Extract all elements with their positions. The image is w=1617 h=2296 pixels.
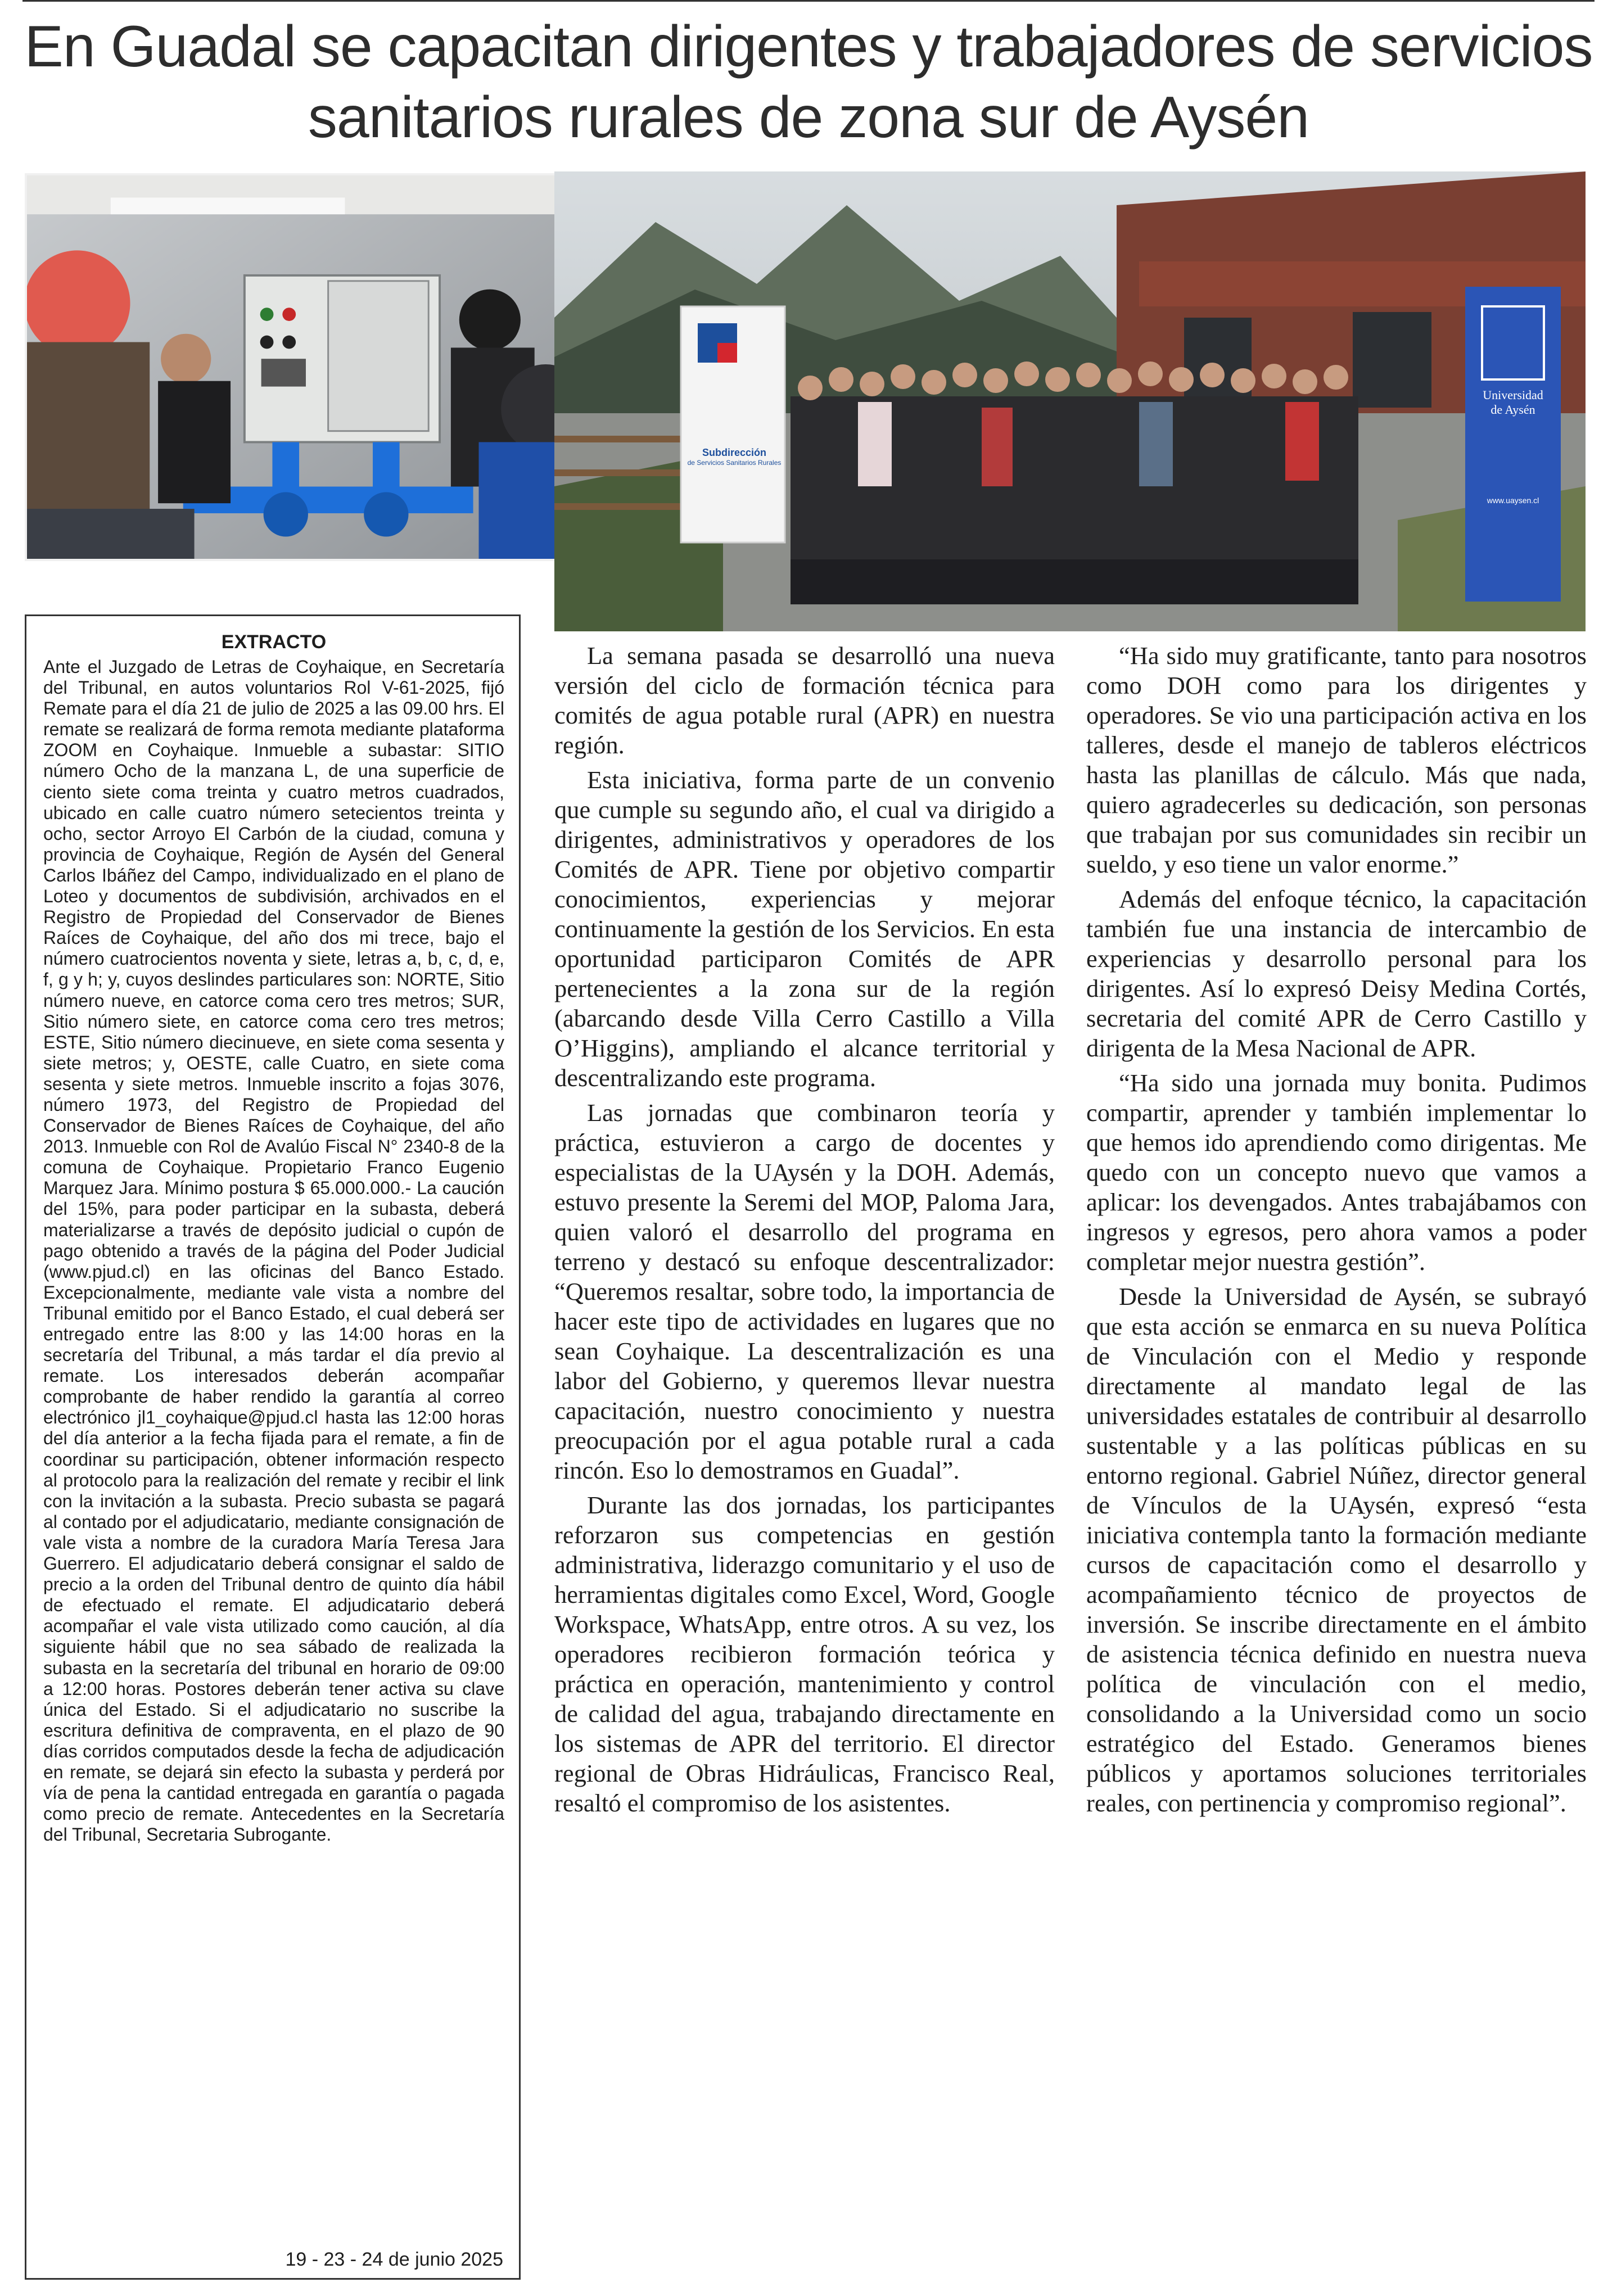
banner-left-subtitle: de Servicios Sanitarios Rurales xyxy=(687,459,782,467)
banner-right-name-line1: Universidad xyxy=(1483,388,1543,402)
article-paragraph: Durante las dos jornadas, los participantes reforzaron sus competencias en gestión administrativa, liderazgo comunitario y el uso de herramientas digitales como Excel, Word, Google Workspace, WhatsApp, entre otros. A su vez, los operadores recibieron formación teórica y práctica en operación, mantenimiento y control de calidad del agua, trabajando directamente en los sistemas de APR del territorio. El director regional de Obras Hidráulicas, Francisco Real, resaltó el compromiso de los asistentes. xyxy=(554,1491,1055,1817)
article-column-2 xyxy=(1086,641,1587,1823)
photo-group xyxy=(554,171,1586,631)
photo-electrical-panel xyxy=(25,173,585,561)
article-column-1 xyxy=(554,641,1055,1823)
article-paragraph: Las jornadas que combinaron teoría y práctica, estuvieron a cargo de docentes y especialistas de la UAysén y la DOH. Además, estuvo presente la Seremi del MOP, Paloma Jara, quien valoró el desarrollo del programa en terreno y destacó su enfoque descentralizador: “Queremos resaltar, sobre todo, la importancia de hacer este tipo de actividades en lugares que no sean Coyhaique. La descentralización es una labor del Gobierno, y queremos llevar nuestra capacitación, nuestro conocimiento y nuestra preocupación por el agua potable rural a cada rincón. Eso lo demostramos en Guadal”. xyxy=(554,1099,1055,1484)
extracto-box xyxy=(25,614,521,2280)
banner-left-title: Subdirección xyxy=(702,447,767,458)
banner-left-text xyxy=(684,447,785,467)
article-paragraph: “Ha sido muy gratificante, tanto para nosotros como DOH como para los dirigentes y operadores. Se vio una participación activa en los talleres, desde el manejo de tableros eléctricos hasta las planillas de cálculo. Más que nada, quiero agradecerles su dedicación, son personas que trabajan por sus comunidades sin recibir un sueldo, y eso tiene un valor enorme.” xyxy=(1086,641,1587,878)
article-paragraph: Esta iniciativa, forma parte de un convenio que cumple su segundo año, el cual va dirigido a dirigentes, administrativos y operadores de los Comités de APR. Tiene por objetivo compartir conocimientos, experiencias y mejorar continuamente la gestión de los Servicios. En esta oportunidad participaron Comités de APR pertenecientes a la zona sur de la región (abarcando desde Villa Cerro Castillo a Villa O’Higgins), ampliando el alcance territorial y descentralizando este programa. xyxy=(554,766,1055,1092)
extracto-title: EXTRACTO xyxy=(221,631,327,653)
extracto-body: Ante el Juzgado de Letras de Coyhaique, en Secretaría del Tribunal, en autos voluntarios Rol V-61-2025, fijó Remate para el día 21 de julio de 2025 a las 09.00 hrs. El remate se realizará de forma remota mediante plataforma ZOOM en Coyhaique. Inmueble a subastar: SITIO número Ocho de la manzana L, de una superficie de ciento siete coma treinta y cuatro metros cuadrados, ubicado en calle cuatro número setecientos treinta y ocho, sector Arroyo El Carbón de la ciudad, comuna y provincia de Coyhaique, Región de Aysén del General Carlos Ibáñez del Campo, individualizado en el plano de Loteo y documentos de subdivisión, archivados en el Registro de Propiedad del Conservador de Bienes Raíces de Coyhaique, del año dos mi trece, bajo el número cuatrocientos noventa y siete, letras a, b, c, d, e, f, g y h; y, cuyos deslindes particulares son: NORTE, Sitio número nueve, en catorce coma cero tres metros; SUR, Sitio número siete, en catorce coma cero tres metros; ESTE, Sitio número diecinueve, en siete coma sesenta y siete metros; y, OESTE, calle Cuatro, en siete coma sesenta y siete metros. Inmueble inscrito a fojas 3076, número 1973, del Registro de Propiedad del Conservador de Bienes Raíces de Coyhaique, del año 2013. Inmueble con Rol de Avalúo Fiscal N° 2340-8 de la comuna de Coyhaique. Propietario Franco Eugenio Marquez Jara. Mínimo postura $ 65.000.000.- La caución del 15%, para poder participar en la subasta, deberá materializarse a través de depósito judicial o cupón de pago obtenido a través de la página del Poder Judicial (www.pjud.cl) en las oficinas del Banco Estado. Excepcionalmente, mediante vale vista a nombre del Tribunal emitido por el Banco Estado, el cual deberá ser entregado entre las 8:00 y las 14:00 horas en la secretaría del Tribunal, a más tardar el día previo al remate. Los interesados deberán acompañar comprobante de haber rendido la garantía al correo electrónico jl1_coyhaique@pjud.cl hasta las 12:00 horas del día anterior a la fecha fijada para el remate, a fin de coordinar su participación, obtener información respecto al protocolo para la realización del remate y recibir el link con la invitación a la subasta. Precio subasta se pagará al contado por el adjudicatario, mediante consignación de vale vista a nombre de la curadora María Teresa Jara Guerrero. El adjudicatario deberá consignar el saldo de precio a la orden del Tribunal dentro de quinto día hábil de efectuado el remate. El adjudicatario deberá acompañar el vale vista utilizado como caución, al día siguiente hábil que no sea sábado de realizada la subasta en la secretaría del tribunal en horario de 09:00 a 12:00 horas. Postores deberán tener activa su clave única del Estado. Si el adjudicatario no suscribe la escritura definitiva de compraventa, en el plazo de 90 días corridos computados desde la fecha de adjudicación en remate, se dejará sin efecto la subasta y perderá por vía de pena la cantidad entregada en garantía o pagada como precio de remate. Antecedentes en la Secretaría del Tribunal, Secretaria Subrogante. xyxy=(43,657,504,1845)
article-paragraph: Además del enfoque técnico, la capacitación también fue una instancia de intercambio de experiencias y desarrollo personal para los dirigentes. Así lo expresó Deisy Medina Cortés, secretaria del comité APR de Cerro Castillo y dirigenta de la Mesa Nacional de APR. xyxy=(1086,885,1587,1062)
extracto-date: 19 - 23 - 24 de junio 2025 xyxy=(285,2248,503,2270)
banner-right-name-line2: de Aysén xyxy=(1490,403,1535,417)
article-paragraph: “Ha sido una jornada muy bonita. Pudimos compartir, aprender y también implementar lo que hemos ido aprendiendo como dirigentas. Me quedo con un concepto nuevo que vamos a aplicar: los devengados. Antes trabajábamos con ingresos y egresos, pero ahora vamos a poder completar mejor nuestra gestión”. xyxy=(1086,1069,1587,1276)
article-paragraph: La semana pasada se desarrolló una nueva versión del ciclo de formación técnica para comités de agua potable rural (APR) en nuestra región. xyxy=(554,641,1055,759)
top-rule xyxy=(22,0,1595,4)
headline: En Guadal se capacitan dirigentes y trabajadores de servicios sanitarios rurales de zona sur de Aysén xyxy=(24,14,1593,150)
article-paragraph: Desde la Universidad de Aysén, se subrayó que esta acción se enmarca en su nueva Política de Vinculación con el Medio y responde directamente al mandato legal de las universidades estatales de contribuir al desarrollo sustentable y a las políticas públicas en su entorno regional. Gabriel Núñez, director general de Vínculos de la UAysén, expresó “esta iniciativa contempla tanto la formación mediante cursos de capacitación como el desarrollo y acompañamiento técnico de proyectos de inversión. Se inscribe directamente en el ámbito de asistencia técnica definido en nuestra nueva política de vinculación con el medio, consolidando a la Universidad como un socio estratégico del Estado. Generamos bienes públicos y aportamos soluciones territoriales reales, con pertinencia y compromiso regional”. xyxy=(1086,1282,1587,1817)
banner-right-text xyxy=(1465,388,1561,505)
banner-right-url: www.uaysen.cl xyxy=(1487,496,1539,505)
